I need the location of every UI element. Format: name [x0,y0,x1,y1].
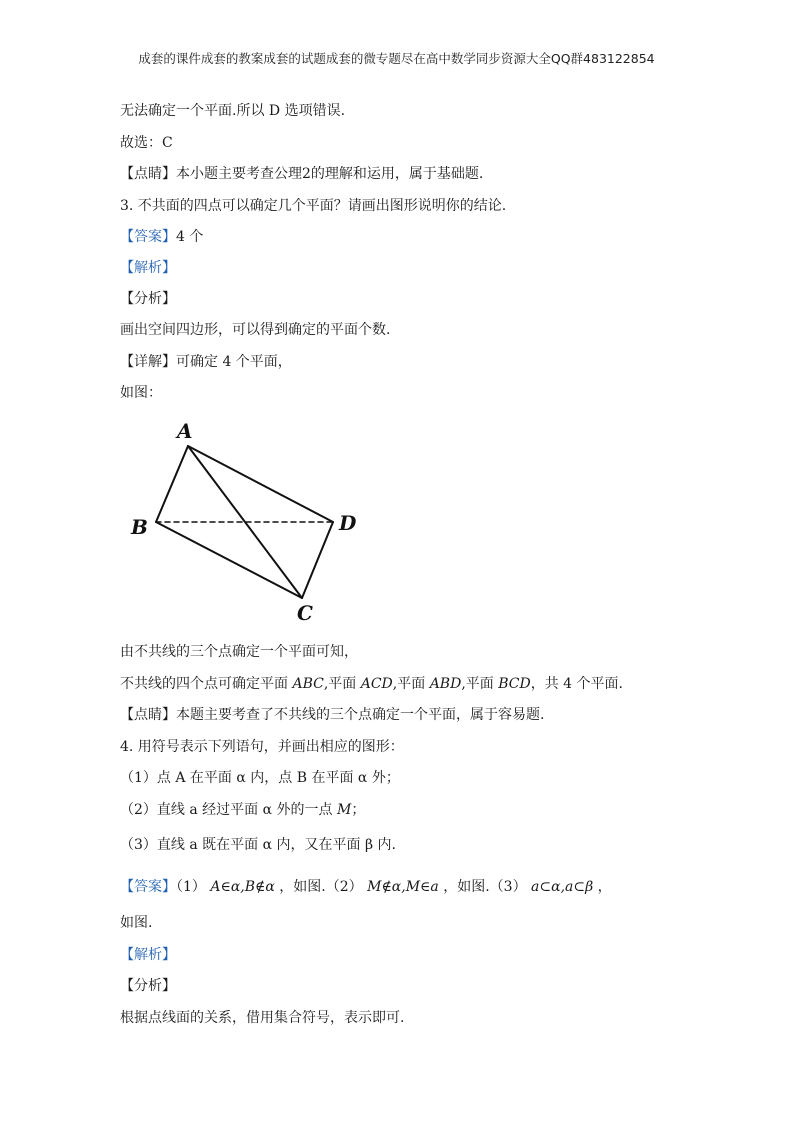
question-3: 3. 不共面的四点可以确定几个平面？请画出图形说明你的结论. [120,198,507,214]
text-line: 【点睛】本题主要考查了不共线的三个点确定一个平面，属于容易题. [120,707,545,723]
edge-ad [188,446,333,522]
vertex-label-c: C [297,601,313,625]
text-line: 画出空间四边形，可以得到确定的平面个数. [120,322,391,338]
text-line: 由不共线的三个点确定一个平面可知， [120,644,358,660]
tag-analysis: 【解析】 [120,260,176,276]
vertex-label-d: D [339,511,357,535]
question-4: 4. 用符号表示下列语句，并画出相应的图形： [120,739,404,755]
text-line: 无法确定一个平面.所以 D 选项错误. [120,103,346,119]
tag-fenxi: 【分析】 [120,978,176,994]
text-line: 不共线的四个点可确定平面 ABC,平面 ACD,平面 ABD,平面 BCD，共 4 个平面. [120,676,623,692]
text-line: 【点睛】本小题主要考查公理2的理解和运用，属于基础题. [120,166,484,182]
tag-dianjing: 【点睛】 [120,707,176,723]
page-header: 成套的课件成套的教案成套的试题成套的微专题尽在高中数学同步资源大全QQ群483122854 [138,51,655,66]
text-line: 【详解】可确定 4 个平面， [120,354,292,370]
tag-fenxi: 【分析】 [120,291,176,307]
sub-question-1: （1）点 A 在平面 α 内，点 B 在平面 α 外； [120,770,400,786]
text-line: 如图： [120,385,162,401]
vertex-label-b: B [131,515,148,539]
tag-answer: 【答案】 [120,879,176,895]
edge-ab [156,446,188,522]
sub-question-2: （2）直线 a 经过平面 α 外的一点 M； [120,802,366,818]
vertex-label-a: A [177,419,193,443]
edge-cd [302,522,333,598]
answer-line: 【答案】4 个 [120,229,204,245]
edge-bc [156,522,302,598]
text-line: 根据点线面的关系，借用集合符号，表示即可. [120,1010,405,1026]
answer-line: 【答案】（1） A∈α,B∉α ，如图.（2） M∉α,M∈a ，如图.（3） a⊂α,a⊂β ， [120,879,612,895]
sub-question-3: （3）直线 a 既在平面 α 内，又在平面 β 内. [120,837,396,853]
text-line: 故选：C [120,135,173,151]
tag-answer: 【答案】 [120,229,176,245]
tag-dianjing: 【点睛】 [120,166,176,182]
tag-analysis: 【解析】 [120,947,176,963]
text-line: 如图. [120,915,153,931]
